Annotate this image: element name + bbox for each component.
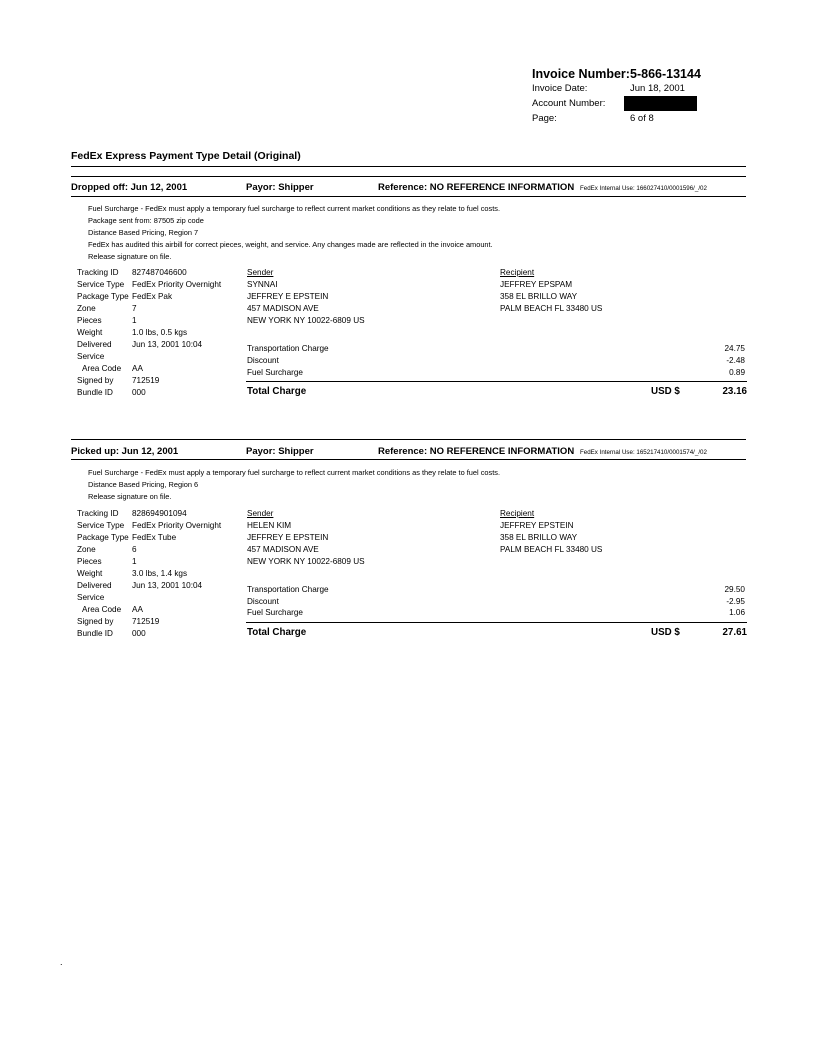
detail-label: Service xyxy=(77,593,105,602)
charge-label: Transportation Charge xyxy=(247,585,329,594)
detail-label: Signed by xyxy=(77,617,114,626)
footer-mark: . xyxy=(60,957,63,967)
charge-amount: 24.75 xyxy=(724,344,745,353)
note-line: Release signature on file. xyxy=(88,492,172,501)
charge-label: Fuel Surcharge xyxy=(247,368,303,377)
pieces: 1 xyxy=(132,316,137,325)
payor: Payor: Shipper xyxy=(246,182,314,193)
weight: 1.0 lbs, 0.5 kgs xyxy=(132,328,188,337)
section-top-rule xyxy=(71,176,746,177)
charge-amount: -2.95 xyxy=(726,597,745,606)
service-value xyxy=(132,592,221,604)
detail-label: Weight xyxy=(77,328,103,337)
recipient-block xyxy=(500,508,602,556)
shipment-event: Dropped off: Jun 12, 2001 xyxy=(71,182,188,193)
detail-labels xyxy=(77,508,129,640)
recipient-line: PALM BEACH FL 33480 US xyxy=(500,545,603,554)
payor: Payor: Shipper xyxy=(246,446,314,457)
page-title: FedEx Express Payment Type Detail (Original) xyxy=(71,150,301,162)
detail-label: Zone xyxy=(77,304,96,313)
service-value xyxy=(132,351,221,363)
sender-heading: Sender xyxy=(247,268,274,277)
section-header-rule xyxy=(71,459,746,460)
detail-label: Service Type xyxy=(77,280,125,289)
total-label: Total Charge xyxy=(247,627,307,638)
shipment-event: Picked up: Jun 12, 2001 xyxy=(71,446,179,457)
sender-line: HELEN KIM xyxy=(247,521,292,530)
currency: USD $ xyxy=(651,627,680,638)
detail-values xyxy=(132,508,221,640)
sender-block xyxy=(247,508,365,568)
tracking-id: 827487046600 xyxy=(132,268,187,277)
recipient-line: 358 EL BRILLO WAY xyxy=(500,292,578,301)
detail-label: Service Type xyxy=(77,521,125,530)
detail-label: Pieces xyxy=(77,557,102,566)
note-line: Release signature on file. xyxy=(88,252,172,261)
sender-line: 457 MADISON AVE xyxy=(247,304,319,313)
invoice-number-label: Invoice Number: xyxy=(532,67,630,81)
detail-label: Bundle ID xyxy=(77,629,113,638)
charge-amount: 0.89 xyxy=(729,368,745,377)
recipient-line: JEFFREY EPSTEIN xyxy=(500,521,574,530)
tracking-id: 828694901094 xyxy=(132,509,187,518)
bundle-id: 000 xyxy=(132,388,146,397)
detail-label: Delivered xyxy=(77,340,112,349)
internal-use: FedEx Internal Use: 166027410/0001596/_/02 xyxy=(580,185,707,192)
detail-label: Delivered xyxy=(77,581,112,590)
detail-label: Tracking ID xyxy=(77,268,119,277)
zone: 7 xyxy=(132,304,137,313)
detail-label: Package Type xyxy=(77,292,129,301)
shipment-notes xyxy=(88,203,500,263)
detail-label: Area Code xyxy=(82,605,122,614)
sender-heading: Sender xyxy=(247,509,274,518)
charge-label: Fuel Surcharge xyxy=(247,608,303,617)
account-number-label: Account Number: xyxy=(532,98,606,109)
sender-line: SYNNAI xyxy=(247,280,278,289)
shipment-notes xyxy=(88,467,500,503)
note-line: Package sent from: 87505 zip code xyxy=(88,216,204,225)
detail-label: Bundle ID xyxy=(77,388,113,397)
recipient-block xyxy=(500,267,602,315)
sender-line: NEW YORK NY 10022-6809 US xyxy=(247,316,365,325)
invoice-number: 5-866-13144 xyxy=(630,67,701,81)
detail-label: Zone xyxy=(77,545,96,554)
area-code: AA xyxy=(132,364,143,373)
charge-label: Discount xyxy=(247,597,279,606)
currency: USD $ xyxy=(651,386,680,397)
delivered: Jun 13, 2001 10:04 xyxy=(132,340,203,349)
detail-label: Signed by xyxy=(77,376,114,385)
detail-label: Package Type xyxy=(77,533,129,542)
account-number-redaction xyxy=(624,96,697,111)
section-header-rule xyxy=(71,196,746,197)
sender-line: JEFFREY E EPSTEIN xyxy=(247,292,329,301)
detail-label: Tracking ID xyxy=(77,509,119,518)
note-line: Distance Based Pricing, Region 6 xyxy=(88,480,199,489)
recipient-heading: Recipient xyxy=(500,268,535,277)
signed-by: 712519 xyxy=(132,376,160,385)
sender-block xyxy=(247,267,365,327)
charge-amount: -2.48 xyxy=(726,356,745,365)
total-rule xyxy=(246,381,747,382)
title-rule xyxy=(71,166,746,167)
total-amount: 27.61 xyxy=(722,627,747,638)
weight: 3.0 lbs, 1.4 kgs xyxy=(132,569,188,578)
reference: Reference: NO REFERENCE INFORMATION xyxy=(378,446,575,457)
service-type: FedEx Priority Overnight xyxy=(132,280,222,289)
detail-label: Pieces xyxy=(77,316,102,325)
package-type: FedEx Pak xyxy=(132,292,173,301)
charge-label: Transportation Charge xyxy=(247,344,329,353)
sender-line: NEW YORK NY 10022-6809 US xyxy=(247,557,365,566)
detail-labels xyxy=(77,267,129,399)
sender-line: 457 MADISON AVE xyxy=(247,545,319,554)
detail-label: Weight xyxy=(77,569,103,578)
recipient-heading: Recipient xyxy=(500,509,535,518)
signed-by: 712519 xyxy=(132,617,160,626)
package-type: FedEx Tube xyxy=(132,533,177,542)
delivered: Jun 13, 2001 10:04 xyxy=(132,581,203,590)
note-line: Fuel Surcharge - FedEx must apply a temporary fuel surcharge to reflect current market conditions as they relate to fuel costs. xyxy=(88,468,501,477)
recipient-line: PALM BEACH FL 33480 US xyxy=(500,304,603,313)
zone: 6 xyxy=(132,545,137,554)
pieces: 1 xyxy=(132,557,137,566)
recipient-line: 358 EL BRILLO WAY xyxy=(500,533,578,542)
note-line: FedEx has audited this airbill for correct pieces, weight, and service. Any changes made are reflected in the invoice amount. xyxy=(88,240,493,249)
invoice-date: Jun 18, 2001 xyxy=(630,83,685,94)
page-number: 6 of 8 xyxy=(630,113,654,124)
section-top-rule xyxy=(71,439,746,440)
internal-use: FedEx Internal Use: 165217410/0001574/_/02 xyxy=(580,449,707,456)
total-label: Total Charge xyxy=(247,386,307,397)
charge-amount: 1.06 xyxy=(729,608,745,617)
area-code: AA xyxy=(132,605,143,614)
detail-label: Area Code xyxy=(82,364,122,373)
reference: Reference: NO REFERENCE INFORMATION xyxy=(378,182,575,193)
note-line: Fuel Surcharge - FedEx must apply a temporary fuel surcharge to reflect current market conditions as they relate to fuel costs. xyxy=(88,204,501,213)
detail-label: Service xyxy=(77,352,105,361)
service-type: FedEx Priority Overnight xyxy=(132,521,222,530)
detail-values xyxy=(132,267,221,399)
charge-label: Discount xyxy=(247,356,279,365)
note-line: Distance Based Pricing, Region 7 xyxy=(88,228,199,237)
bundle-id: 000 xyxy=(132,629,146,638)
recipient-line: JEFFREY EPSPAM xyxy=(500,280,573,289)
sender-line: JEFFREY E EPSTEIN xyxy=(247,533,329,542)
charge-amount: 29.50 xyxy=(724,585,745,594)
page-label: Page: xyxy=(532,113,557,124)
total-rule xyxy=(246,622,747,623)
total-amount: 23.16 xyxy=(722,386,747,397)
invoice-date-label: Invoice Date: xyxy=(532,83,588,94)
